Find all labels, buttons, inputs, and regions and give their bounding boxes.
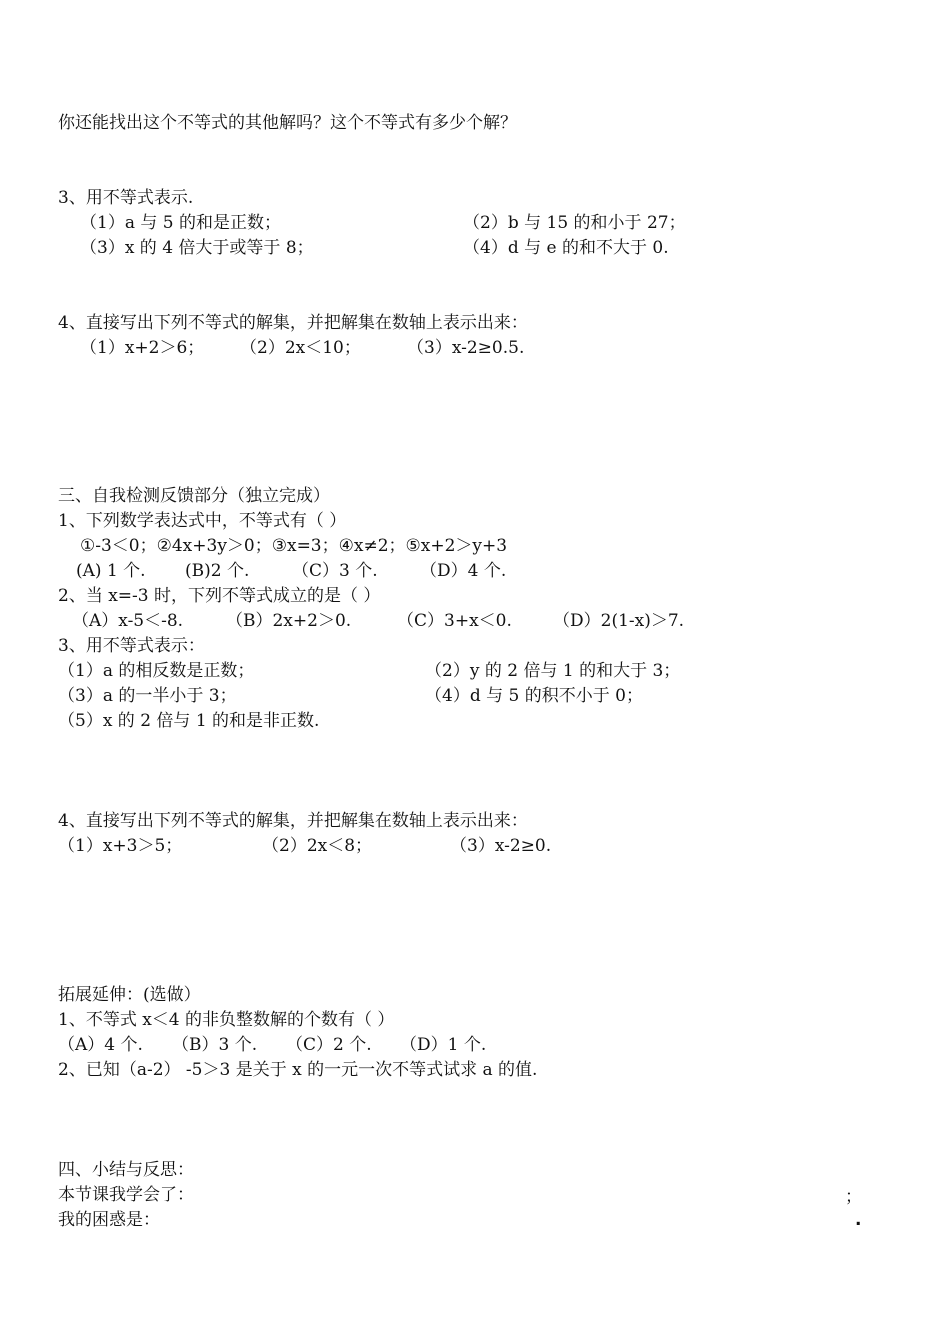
s3-q4-item-3: （3）x-2≥0. — [450, 836, 552, 856]
s3-q1-stem: 1、下列数学表达式中，不等式有（ ） — [58, 511, 347, 531]
q3-item-4: （4）d 与 e 的和不大于 0. — [463, 238, 669, 258]
q3-item-3: （3）x 的 4 倍大于或等于 8； — [80, 238, 314, 258]
s3-q3-item-3: （3）a 的一半小于 3； — [58, 686, 237, 706]
ext-q1-option-a: （A）4 个. — [58, 1035, 143, 1055]
ext-q1-option-d: （D）1 个. — [400, 1035, 487, 1055]
learned-label: 本节课我学会了： — [58, 1185, 194, 1205]
confusion-label: 我的困惑是： — [58, 1210, 160, 1230]
s3-q4-heading: 4、直接写出下列不等式的解集，并把解集在数轴上表示出来： — [58, 811, 528, 831]
q4-item-2: （2）2x＜10； — [240, 338, 361, 358]
s3-q3-item-1: （1）a 的相反数是正数； — [58, 661, 255, 681]
q4-item-3: （3）x-2≥0.5. — [407, 338, 525, 358]
ext-q1-stem: 1、不等式 x＜4 的非负整数解的个数有（ ） — [58, 1010, 395, 1030]
ext-q1-option-b: （B）3 个. — [172, 1035, 258, 1055]
s3-q4-item-2: （2）2x＜8； — [262, 836, 373, 856]
intro-question: 你还能找出这个不等式的其他解吗？这个不等式有多少个解？ — [58, 113, 517, 133]
s3-q1-option-a: (A) 1 个. — [76, 561, 146, 581]
s3-q2-stem: 2、当 x=-3 时，下列不等式成立的是（ ） — [58, 586, 381, 606]
s3-q4-item-1: （1）x+3＞5； — [58, 836, 183, 856]
section3-title: 三、自我检测反馈部分（独立完成） — [58, 486, 330, 506]
s3-q1-expressions: ①-3＜0；②4x+3y＞0；③x=3；④x≠2；⑤x+2＞y+3 — [80, 536, 508, 556]
s3-q1-option-c: （C）3 个. — [292, 561, 378, 581]
q3-heading: 3、用不等式表示. — [58, 188, 194, 208]
s3-q2-option-a: （A）x-5＜-8. — [72, 611, 184, 631]
q3-item-1: （1）a 与 5 的和是正数； — [80, 213, 281, 233]
s3-q3-item-5: （5）x 的 2 倍与 1 的和是非正数. — [58, 711, 320, 731]
s3-q3-item-2: （2）y 的 2 倍与 1 的和大于 3； — [425, 661, 681, 681]
ext-q1-option-c: （C）2 个. — [286, 1035, 372, 1055]
confusion-end-mark: . — [855, 1210, 862, 1230]
q4-heading: 4、直接写出下列不等式的解集，并把解集在数轴上表示出来： — [58, 313, 528, 333]
q3-item-2: （2）b 与 15 的和小于 27； — [463, 213, 686, 233]
ext-q2-text: 2、已知（a-2） -5＞3 是关于 x 的一元一次不等式试求 a 的值. — [58, 1060, 538, 1080]
learned-end-mark: ； — [845, 1187, 862, 1207]
s3-q3-item-4: （4）d 与 5 的积不小于 0； — [425, 686, 643, 706]
s3-q2-option-d: （D）2(1-x)＞7. — [553, 611, 685, 631]
s3-q1-option-d: （D）4 个. — [420, 561, 507, 581]
s3-q2-option-c: （C）3+x＜0. — [397, 611, 512, 631]
q4-item-1: （1）x+2＞6； — [80, 338, 205, 358]
s3-q3-heading: 3、用不等式表示： — [58, 636, 205, 656]
s3-q2-option-b: （B）2x+2＞0. — [226, 611, 352, 631]
extension-title: 拓展延伸：(选做） — [58, 985, 201, 1005]
s3-q1-option-b: (B)2 个. — [185, 561, 250, 581]
section4-title: 四、小结与反思： — [58, 1160, 194, 1180]
